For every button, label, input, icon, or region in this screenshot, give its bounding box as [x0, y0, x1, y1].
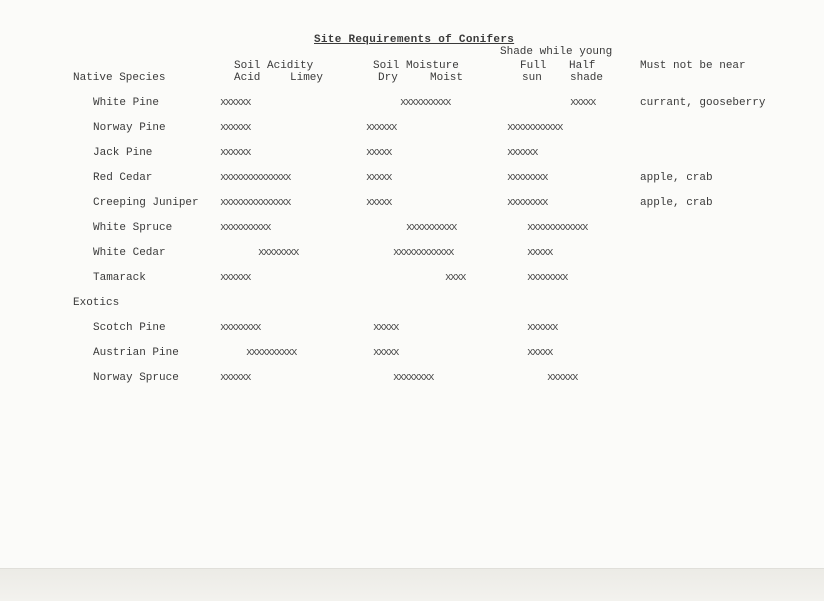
must-not-be-near-value: apple, crab: [640, 172, 713, 184]
acidity-mark: xxxxxx: [220, 122, 251, 134]
moisture-mark: xxxxxxxxxxxx: [393, 247, 454, 259]
must-not-be-near-value: apple, crab: [640, 197, 713, 209]
shade-mark: xxxxxx: [507, 147, 538, 159]
must-not-be-near-value: currant, gooseberry: [640, 97, 766, 109]
moisture-mark: xxxxxxxxxx: [406, 222, 457, 234]
moisture-mark: xxxxx: [366, 172, 392, 184]
moisture-mark: xxxxx: [373, 322, 399, 334]
limey-header: Limey: [290, 72, 324, 84]
species-name: Austrian Pine: [93, 347, 179, 359]
moist-header: Moist: [430, 72, 464, 84]
acidity-mark: xxxxxxxx: [258, 247, 299, 259]
moisture-mark: xxxxxxxxxx: [400, 97, 451, 109]
acidity-mark: xxxxxxxxxx: [220, 222, 271, 234]
species-name: Creeping Juniper: [93, 197, 199, 209]
species-name: White Spruce: [93, 222, 173, 234]
species-name: Scotch Pine: [93, 322, 166, 334]
soil-moisture-header: Soil Moisture: [373, 60, 459, 72]
must-not-be-near-header: Must not be near: [640, 60, 746, 72]
species-name: White Cedar: [93, 247, 166, 259]
species-name: Tamarack: [93, 272, 146, 284]
shade-mark: xxxxx: [527, 347, 553, 359]
acidity-mark: xxxxxxxxxxxxxx: [220, 172, 291, 184]
soil-acidity-header: Soil Acidity: [234, 60, 314, 72]
acidity-mark: xxxxxx: [220, 97, 251, 109]
acidity-mark: xxxxxx: [220, 272, 251, 284]
exotics-header: Exotics: [73, 297, 120, 309]
shade-mark: xxxxxxxx: [527, 272, 568, 284]
shade-mark: xxxxxx: [527, 322, 558, 334]
species-name: White Pine: [93, 97, 160, 109]
shade-header: shade: [570, 72, 604, 84]
half-header: Half: [569, 60, 596, 72]
moisture-mark: xxxx: [445, 272, 466, 284]
shade-mark: xxxxxx: [547, 372, 578, 384]
full-header: Full: [520, 60, 547, 72]
shade-mark: xxxxxxxx: [507, 172, 548, 184]
acidity-mark: xxxxxxxxxxxxxx: [220, 197, 291, 209]
acidity-mark: xxxxxx: [220, 147, 251, 159]
sun-header: sun: [522, 72, 542, 84]
document-title: Site Requirements of Conifers: [314, 34, 515, 46]
acid-header: Acid: [234, 72, 261, 84]
shade-mark: xxxxxxxx: [507, 197, 548, 209]
species-name: Jack Pine: [93, 147, 153, 159]
shade-mark: xxxxx: [527, 247, 553, 259]
moisture-mark: xxxxx: [373, 347, 399, 359]
dry-header: Dry: [378, 72, 398, 84]
moisture-mark: xxxxx: [366, 197, 392, 209]
shade-group-header: Shade while young: [500, 46, 613, 58]
shade-mark: xxxxxxxxxxx: [507, 122, 563, 134]
shade-mark: xxxxxxxxxxxx: [527, 222, 588, 234]
species-name: Norway Pine: [93, 122, 166, 134]
acidity-mark: xxxxxxxxxx: [246, 347, 297, 359]
moisture-mark: xxxxx: [366, 147, 392, 159]
moisture-mark: xxxxxxxx: [393, 372, 434, 384]
species-name: Norway Spruce: [93, 372, 179, 384]
acidity-mark: xxxxxx: [220, 372, 251, 384]
acidity-mark: xxxxxxxx: [220, 322, 261, 334]
native-species-header: Native Species: [73, 72, 166, 84]
moisture-mark: xxxxxx: [366, 122, 397, 134]
shade-mark: xxxxx: [570, 97, 596, 109]
species-name: Red Cedar: [93, 172, 153, 184]
next-page-bleed-through: [0, 568, 824, 601]
